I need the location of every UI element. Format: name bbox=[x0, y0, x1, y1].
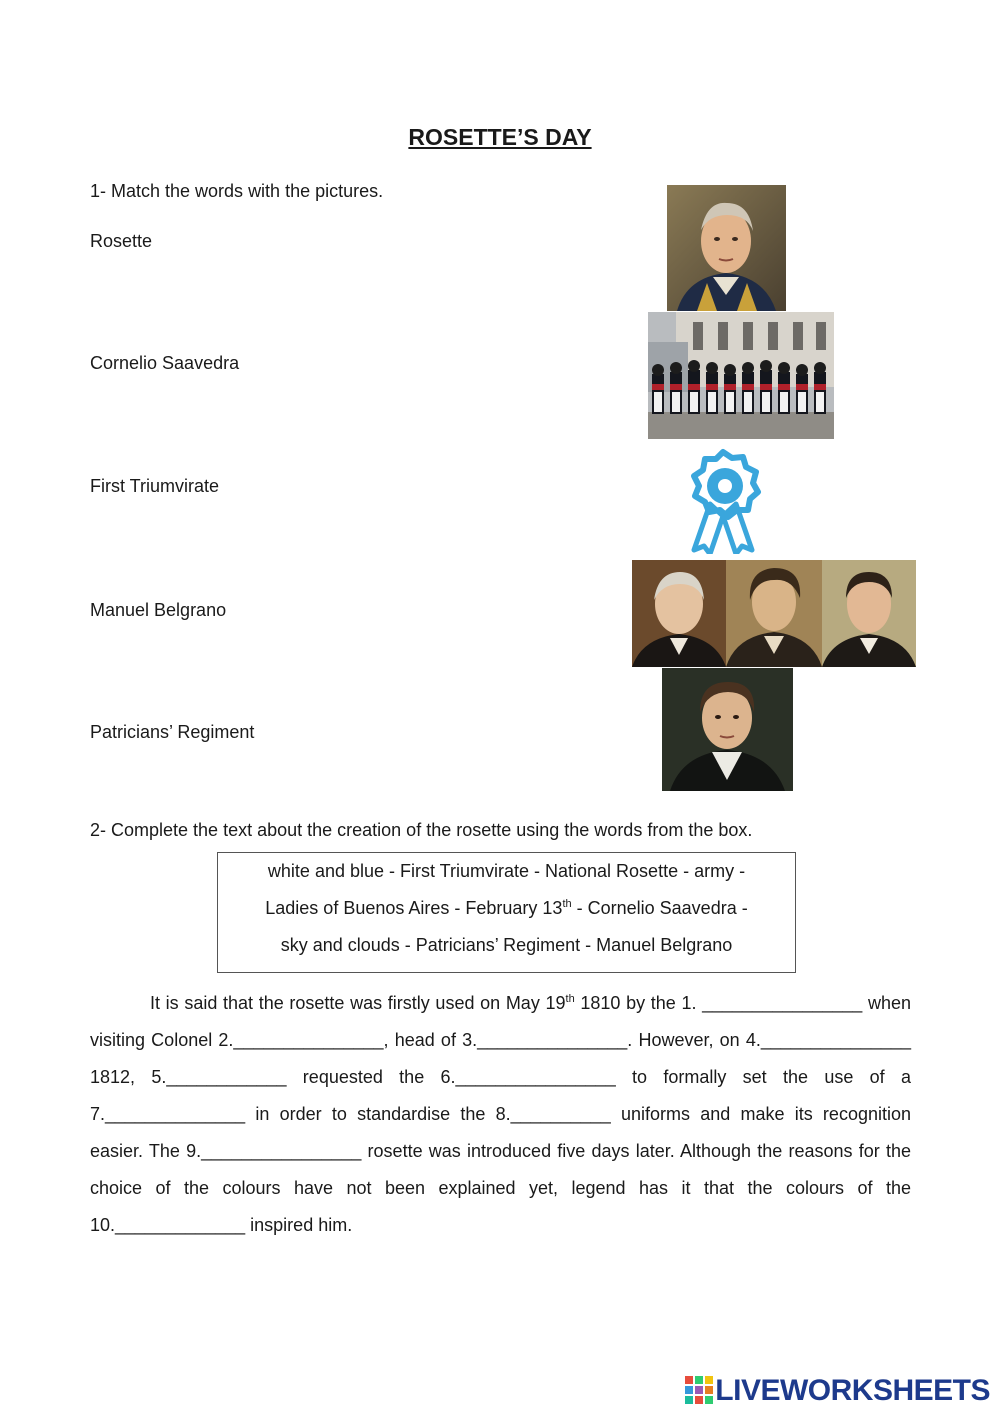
match-word-rosette[interactable]: Rosette bbox=[90, 231, 153, 251]
patricians-regiment-photo[interactable] bbox=[648, 312, 834, 439]
portrait-saavedra-picture[interactable] bbox=[667, 185, 786, 311]
rosette-icon[interactable] bbox=[680, 446, 766, 554]
match-word-first-triumvirate[interactable]: First Triumvirate bbox=[90, 476, 220, 496]
word-box bbox=[217, 852, 796, 973]
completion-paragraph bbox=[90, 985, 911, 1244]
page-title: ROSETTE’S DAY bbox=[408, 124, 592, 150]
word-box-line-2-b: - Cornelio Saavedra - bbox=[571, 898, 748, 918]
liveworksheets-logo-icon bbox=[685, 1376, 713, 1404]
match-word-manuel-belgrano[interactable]: Manuel Belgrano bbox=[90, 600, 227, 620]
word-box-line-2-sup: th bbox=[562, 898, 572, 910]
match-word-cornelio-saavedra[interactable]: Cornelio Saavedra bbox=[90, 353, 240, 373]
word-box-line-3: sky and clouds - Patricians’ Regiment - Manuel Belgrano bbox=[280, 935, 733, 955]
portrait-belgrano[interactable] bbox=[662, 668, 793, 791]
word-box-line-2 bbox=[218, 898, 795, 919]
paragraph-text-a: It is said that the rosette was firstly used on May 19 bbox=[150, 993, 566, 1013]
word-box-line-2-a: Ladies of Buenos Aires - February 13 bbox=[265, 898, 563, 918]
match-word-patricians-regiment[interactable]: Patricians’ Regiment bbox=[90, 722, 255, 742]
triumvirate-portraits[interactable] bbox=[632, 560, 916, 667]
liveworksheets-logo[interactable] bbox=[685, 1374, 990, 1408]
paragraph-text-b: 1810 by the 1. ________________ when visiting Colonel 2._______________, head of 3._______________. However, on 4._______________ 1812, 5.____________ requested the 6.________________ to formally set the use of a 7.______________ in order to standardise the 8.__________ uniforms and make its recognition easier. The 9.________________ rosette was introduced five days later. Although the reasons for the choice of the colours have not been explained yet, legend has it that the colours of the 10._____________ inspired him. bbox=[90, 993, 911, 1235]
exercise-2-instruction: 2- Complete the text about the creation of the rosette using the words from the box. bbox=[90, 820, 753, 840]
liveworksheets-logo-text: LIVEWORKSHEETS bbox=[715, 1374, 990, 1407]
word-box-line-1: white and blue - First Triumvirate - National Rosette - army - bbox=[267, 861, 746, 881]
paragraph-sup: th bbox=[565, 993, 575, 1005]
exercise-1-instruction: 1- Match the words with the pictures. bbox=[90, 181, 384, 201]
